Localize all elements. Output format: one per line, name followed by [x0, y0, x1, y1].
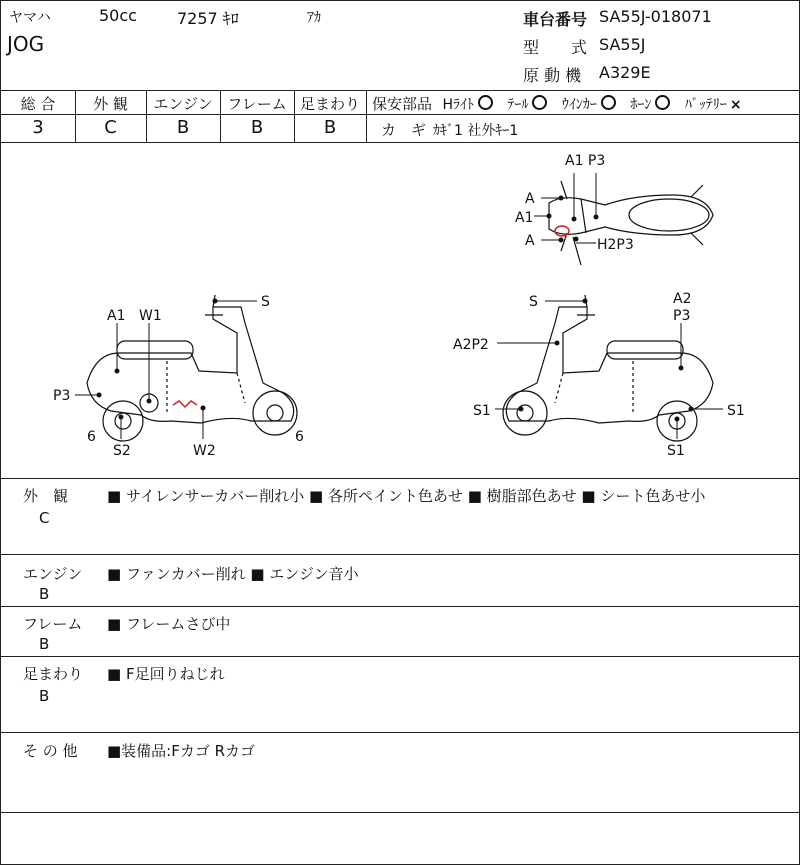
grade-header-exterior: 外 観: [93, 95, 128, 113]
part-battery: ﾊﾞｯﾃﾘｰ: [684, 97, 727, 113]
grade-header-suspension: 足まわり: [299, 95, 360, 113]
grade-header-engine: エンジン: [153, 95, 213, 113]
type-value: SA55J: [599, 35, 646, 54]
part-headlight: Hﾗｲﾄ: [442, 97, 474, 113]
divider: [1, 478, 799, 479]
label-a1: A1: [515, 210, 534, 226]
label-a1p3: A1 P3: [565, 153, 606, 169]
comment-grade-exterior: C: [39, 509, 50, 527]
label-s: S: [529, 294, 538, 310]
damage-mark: [555, 226, 569, 236]
ok-circle-icon: [601, 95, 616, 110]
label-w2: W2: [193, 443, 216, 459]
color: ｱｶ: [307, 10, 321, 26]
comment-label-other: そ の 他: [23, 742, 78, 760]
comment-grade-suspension: B: [39, 687, 50, 705]
comment-grade-frame: B: [39, 635, 50, 653]
comment-grade-engine: B: [39, 585, 50, 603]
marker-dots: [547, 196, 599, 243]
label-6: 6: [295, 429, 304, 445]
label-s1: S1: [473, 403, 491, 419]
divider: [1, 812, 799, 813]
label-a2p2: A2P2: [453, 337, 489, 353]
grade-overall: 3: [32, 117, 44, 138]
ok-circle-icon: [532, 95, 547, 110]
label-s1: S1: [667, 443, 685, 459]
label-s: S: [261, 294, 270, 310]
damage-mark: [173, 401, 197, 407]
part-winker: ｳｲﾝｶｰ: [561, 97, 597, 113]
damage-diagram: [1, 143, 799, 478]
maker: ヤマハ: [9, 10, 51, 26]
divider: [1, 606, 799, 607]
ok-circle-icon: [478, 95, 493, 110]
divider: [1, 90, 799, 91]
divider: [1, 114, 799, 115]
key-value: ｶｷﾞ1 社外ｷｰ1: [433, 123, 519, 139]
grade-header-frame: フレーム: [227, 95, 287, 113]
comment-label-exterior: 外 観: [23, 487, 69, 505]
comment-label-suspension: 足まわり: [23, 665, 84, 683]
label-6: 6: [87, 429, 96, 445]
label-s1: S1: [727, 403, 745, 419]
comment-text-frame: ■ フレームさび中: [107, 615, 231, 633]
grid-line: [366, 90, 367, 142]
engine-value: A329E: [599, 63, 651, 82]
engine-label: 原 動 機: [523, 66, 582, 85]
grade-header-overall: 総 合: [20, 95, 56, 113]
ok-circle-icon: [655, 95, 670, 110]
label-a2: A2: [673, 291, 692, 307]
ng-cross-icon: ×: [729, 97, 742, 113]
comment-text-exterior: ■ サイレンサーカバー削れ小 ■ 各所ペイント色あせ ■ 樹脂部色あせ ■ シート色あせ小: [107, 487, 706, 505]
leader-lines: [534, 173, 596, 243]
displacement: 50cc: [99, 6, 137, 25]
grade-suspension: B: [323, 117, 337, 138]
label-a1: A1: [107, 308, 126, 324]
part-taillight: ﾃｰﾙ: [507, 97, 529, 113]
part-horn: ﾎｰﾝ: [630, 97, 652, 113]
label-w1: W1: [139, 308, 162, 324]
label-p3: P3: [53, 388, 71, 404]
model-name: JOG: [7, 32, 45, 56]
divider: [1, 656, 799, 657]
label-s2: S2: [113, 443, 131, 459]
type-label: 型 式: [523, 38, 588, 57]
label-h2p3: H2P3: [597, 237, 634, 253]
comment-label-frame: フレーム: [23, 615, 83, 633]
safety-parts: [372, 93, 742, 114]
label-a: A: [525, 233, 535, 249]
mileage: 7257 ｷﾛ: [177, 9, 239, 28]
safety-parts-label: 保安部品: [372, 95, 433, 113]
grade-engine: B: [176, 117, 190, 138]
divider: [1, 554, 799, 555]
grade-frame: B: [250, 117, 264, 138]
key-label: カ ギ: [381, 121, 427, 139]
comment-text-other: ■装備品:Fカゴ Rカゴ: [107, 742, 256, 760]
frame-no-label: 車台番号: [523, 10, 588, 29]
comment-text-suspension: ■ F足回りねじれ: [107, 665, 225, 683]
label-p3: P3: [673, 308, 691, 324]
label-a: A: [525, 191, 535, 207]
frame-no: SA55J-018071: [599, 7, 712, 26]
divider: [1, 732, 799, 733]
grade-exterior: C: [104, 117, 117, 138]
comment-text-engine: ■ ファンカバー削れ ■ エンジン音小: [107, 565, 359, 583]
comment-label-engine: エンジン: [23, 565, 83, 583]
